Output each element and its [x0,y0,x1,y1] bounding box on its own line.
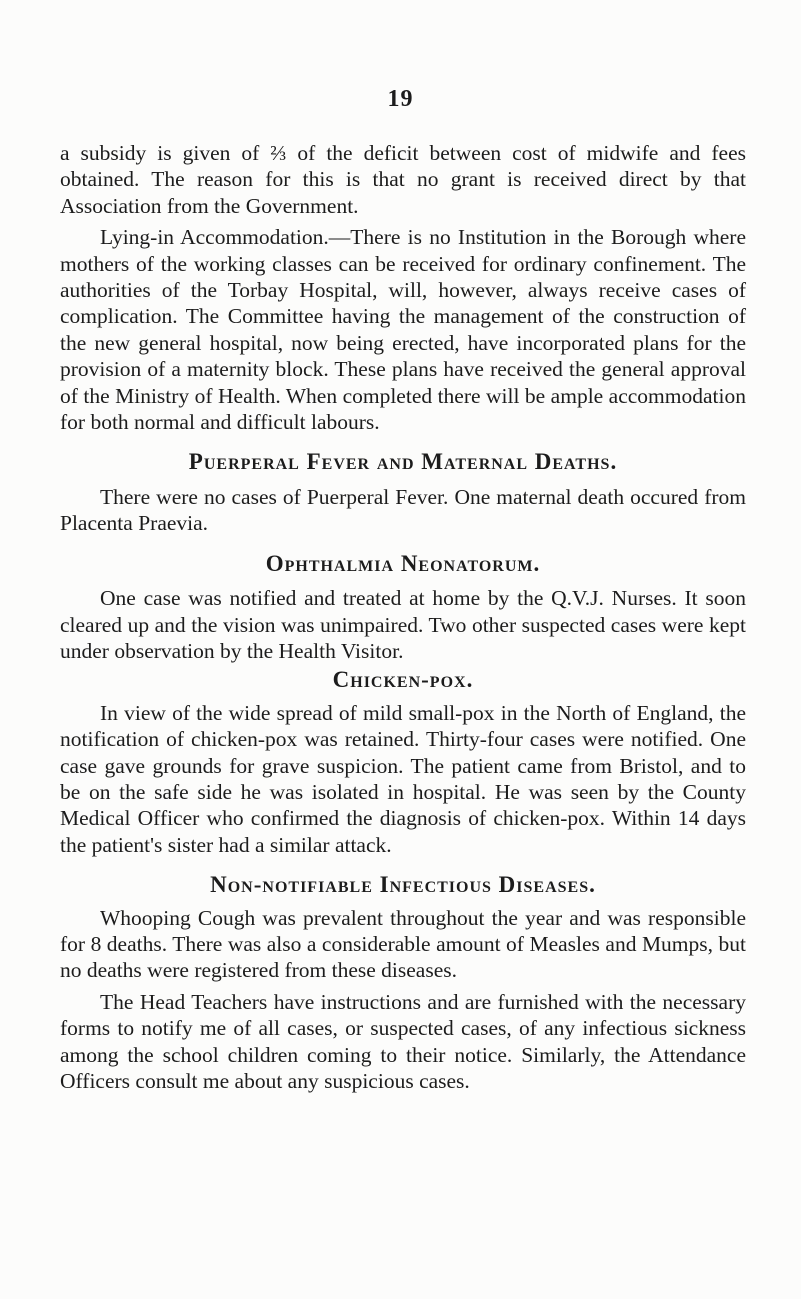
heading-ophthalmia-neonatorum: Ophthalmia Neonatorum. [265,550,541,576]
paragraph-head-teachers: The Head Teachers have instructions and are furnished with the necessary forms to notify me of all cases, or suspected cases, of any infectious sickness among the school children coming to their notice. Similarly, the Attendance Officers consult me about any suspicious cases. [60,989,746,1093]
paragraph-ophthalmia: One case was notified and treated at home by the Q.V.J. Nurses. It soon cleared up and the vision was unimpaired. Two other suspected cases were kept under observation by the Health Visitor. [60,586,746,663]
paragraph-midwife-subsidy: a subsidy is given of ⅔ of the deficit between cost of midwife and fees obtained. The reason for this is that no grant is received direct by that Association from the Government. [60,141,746,218]
paragraph-lying-in-accommodation: Lying-in Accommodation.—There is no Institution in the Borough where mothers of the working classes can be received for ordinary confinement. The authorities of the Torbay Hospital, will, however, always receive cases of complication. The Committee having the management of the construction of the new general hospital, now being erected, have incorporated plans for the provision of a maternity block. These plans have received the general approval of the Ministry of Health. When completed there will be ample accommodation for both normal and difficult labours. [60,225,746,435]
heading-non-notifiable-diseases: Non-notifiable Infectious Diseases. [210,872,596,898]
page-number: 19 [387,86,414,112]
paragraph-puerperal-fever: There were no cases of Puerperal Fever. One maternal death occured from Placenta Praevia. [60,484,746,536]
paragraph-chicken-pox: In view of the wide spread of mild small-pox in the North of England, the notification of chicken-pox was retained. Thirty-four cases were notified. One case gave grounds for grave suspicion. The patient came from Bristol, and to be on the safe side he was isolated in hospital. He was seen by the County Medical Officer who confirmed the diagnosis of chicken-pox. Within 14 days the patient's sister had a similar attack. [60,700,746,857]
heading-chicken-pox: Chicken-pox. [332,667,474,693]
paragraph-whooping-cough: Whooping Cough was prevalent throughout the year and was responsible for 8 deaths. There was also a considerable amount of Measles and Mumps, but no deaths were registered from these diseases. [60,905,746,983]
body-text [60,140,746,1094]
heading-puerperal-fever: Puerperal Fever and Maternal Deaths. [188,449,618,475]
